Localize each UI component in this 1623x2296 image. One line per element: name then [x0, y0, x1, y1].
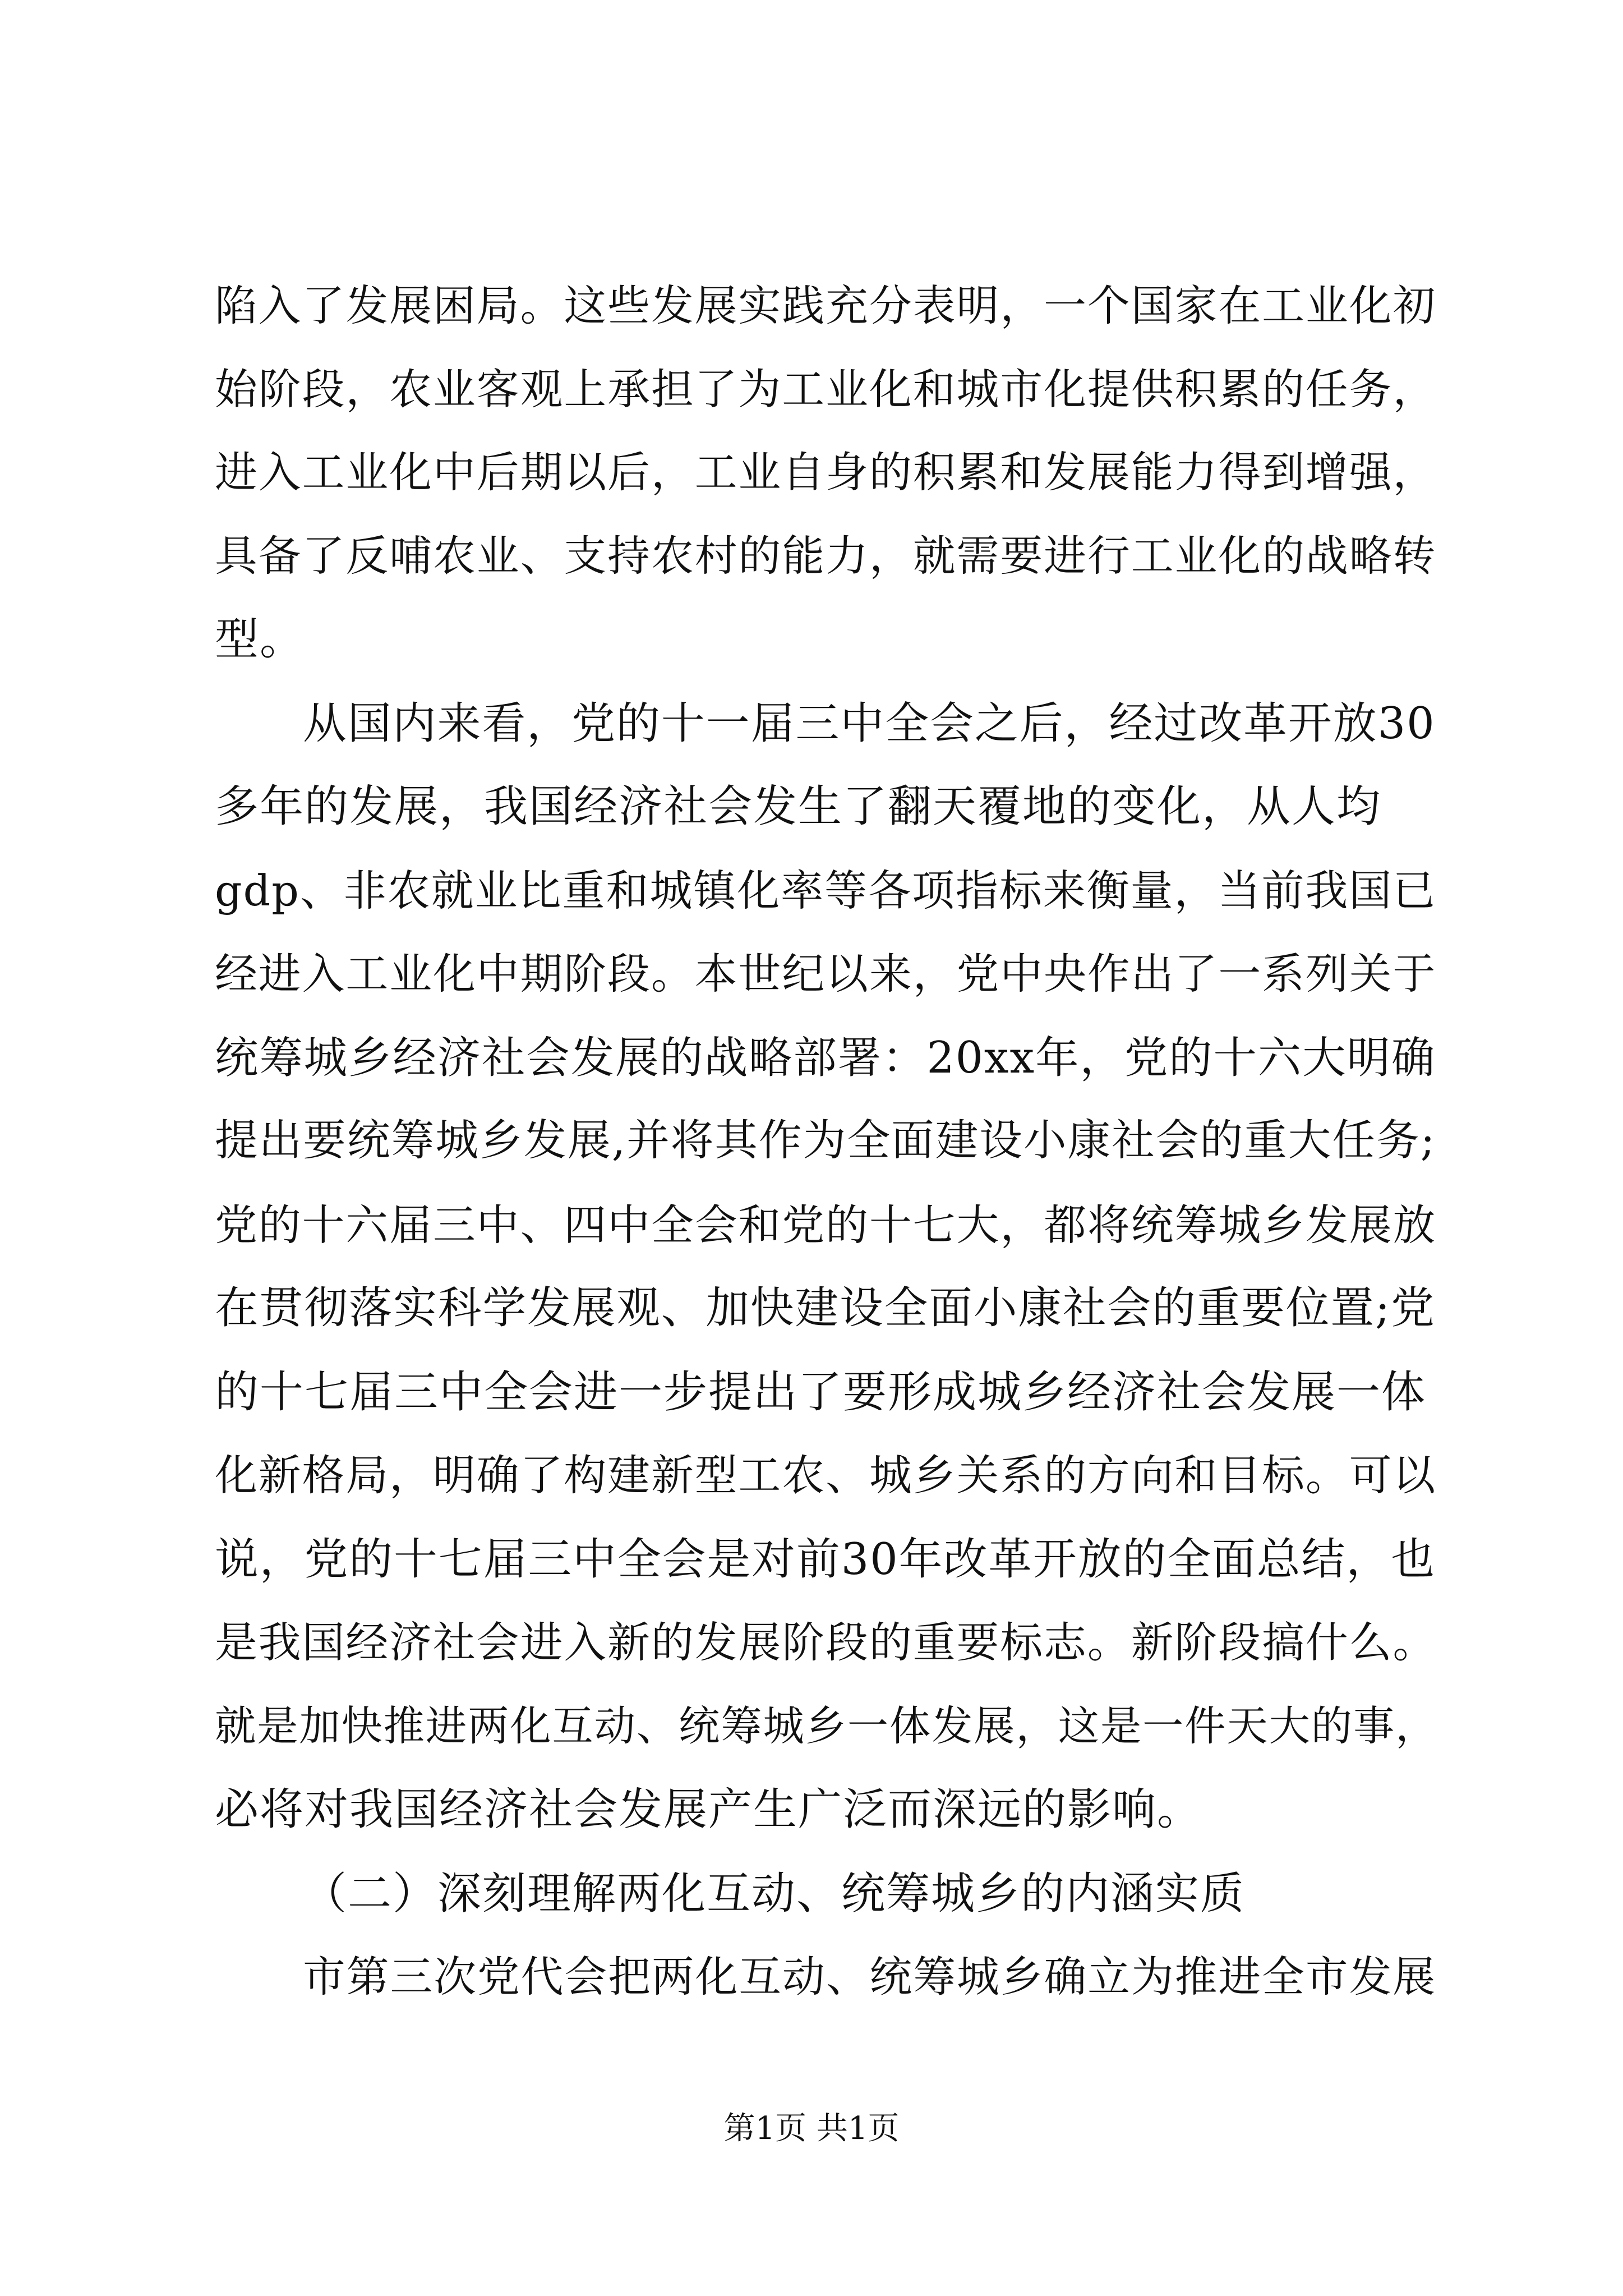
- text-line: [0, 1353, 1623, 1432]
- line-text: 市第三次党代会把两化互动、统筹城乡确立为推进全市发展: [303, 1952, 1437, 2001]
- text-line: [0, 1019, 1623, 1097]
- page-number-label: 第1页 共1页: [723, 2110, 900, 2147]
- line-text: 多年的发展，我国经济社会发生了翻天覆地的变化，从人均: [215, 781, 1382, 832]
- text-line: [0, 684, 1623, 763]
- text-line: [0, 1186, 1623, 1264]
- text-line: [0, 1436, 1623, 1515]
- text-line: [0, 1603, 1623, 1682]
- line-text: 统筹城乡经济社会发展的战略部署：20xx年，党的十六大明确: [215, 1033, 1436, 1083]
- section-heading: [0, 1855, 1623, 1933]
- text-line: [0, 1770, 1623, 1849]
- line-text: 从国内来看，党的十一届三中全会之后，经过改革开放30: [303, 698, 1436, 749]
- page-footer: [0, 2106, 1623, 2151]
- line-text: 型。: [215, 614, 305, 665]
- text-line: [0, 517, 1623, 595]
- line-text: 具备了反哺农业、支持农村的能力，就需要进行工业化的战略转: [215, 531, 1437, 581]
- text-line: [0, 767, 1623, 846]
- text-line: [0, 852, 1623, 930]
- text-line: [0, 1520, 1623, 1599]
- section-heading-text: （二）深刻理解两化互动、统筹城乡的内涵实质: [303, 1869, 1246, 1919]
- line-text: 必将对我国经济社会发展产生广泛而深远的影响。: [215, 1784, 1202, 1835]
- line-text: 进入工业化中后期以后，工业自身的积累和发展能力得到增强，: [215, 448, 1437, 497]
- text-line: [0, 1938, 1623, 2016]
- text-line: [0, 1269, 1623, 1347]
- line-text: 党的十六届三中、四中全会和党的十七大，都将统筹城乡发展放: [215, 1200, 1437, 1250]
- line-text: 就是加快推进两化互动、统筹城乡一体发展，这是一件天大的事，: [215, 1703, 1438, 1750]
- text-line: [0, 350, 1623, 429]
- text-line: [0, 600, 1623, 679]
- line-text: 在贯彻落实科学发展观、加快建设全面小康社会的重要位置;党: [215, 1283, 1436, 1333]
- line-text: 始阶段，农业客观上承担了为工业化和城市化提供积累的任务，: [215, 365, 1437, 414]
- text-line: [0, 1687, 1623, 1766]
- line-text: gdp、非农就业比重和城镇化率等各项指标来衡量，当前我国已: [215, 866, 1437, 915]
- line-text: 说，党的十七届三中全会是对前30年改革开放的全面总结，也: [215, 1534, 1436, 1585]
- line-text: 提出要统筹城乡发展,并将其作为全面建设小康社会的重大任务;: [215, 1116, 1436, 1166]
- text-line: [0, 266, 1623, 345]
- line-text: 陷入了发展困局。这些发展实践充分表明，一个国家在工业化初: [215, 281, 1437, 330]
- text-line: [0, 1102, 1623, 1180]
- text-line: [0, 433, 1623, 512]
- line-text: 的十七届三中全会进一步提出了要形成城乡经济社会发展一体: [215, 1367, 1427, 1418]
- line-text: 是我国经济社会进入新的发展阶段的重要标志。新阶段搞什么。: [215, 1618, 1437, 1667]
- text-line: [0, 935, 1623, 1013]
- line-text: 化新格局，明确了构建新型工农、城乡关系的方向和目标。可以: [215, 1451, 1437, 1500]
- line-text: 经进入工业化中期阶段。本世纪以来，党中央作出了一系列关于: [215, 949, 1437, 999]
